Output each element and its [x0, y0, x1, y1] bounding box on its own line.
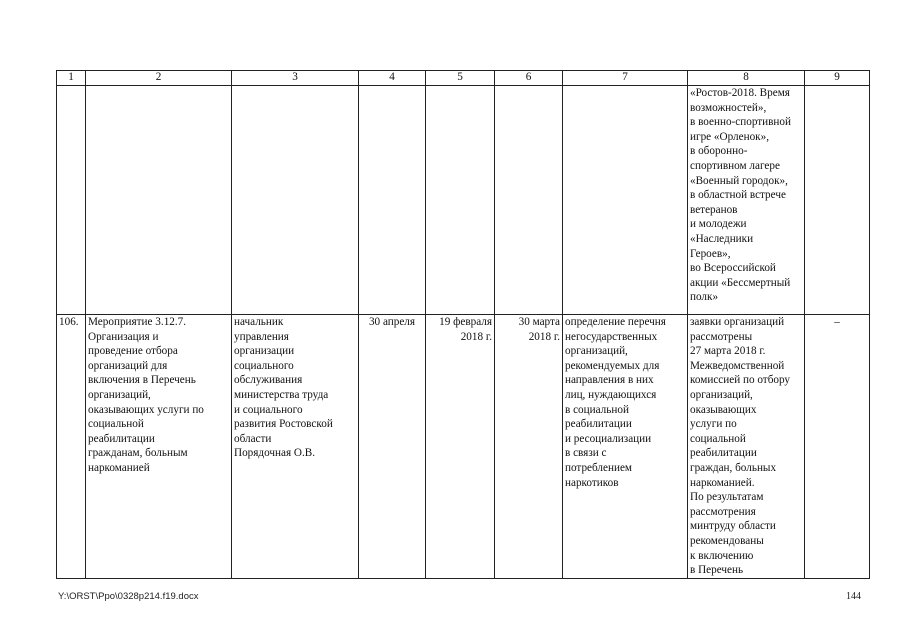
text-line: Межведомственной: [690, 359, 785, 372]
notes-dash: –: [834, 316, 840, 328]
header-row: [57, 71, 870, 86]
header-col-1: 1: [57, 71, 86, 86]
text-line: в оборонно-: [690, 145, 748, 158]
text-line: Организация и: [88, 330, 159, 343]
cont-cell-9: [805, 86, 870, 315]
text-line: во Всероссийской: [690, 262, 776, 275]
text-line: «Наследники: [690, 232, 754, 245]
text-line: полк»: [690, 291, 719, 304]
event-name-cell: [86, 315, 232, 579]
text-line: обслуживания: [234, 374, 303, 387]
text-line: начальник: [234, 316, 284, 328]
text-line: граждан, больных: [690, 461, 777, 474]
text-line: организаций для: [88, 359, 168, 372]
text-line: 19 февраля: [439, 316, 492, 328]
text-line: в военно-спортивной: [690, 116, 791, 129]
text-line: социальной: [88, 418, 144, 431]
text-line: наркоманией: [88, 461, 150, 474]
text-line: рассмотрения: [690, 505, 756, 518]
text-line: социальной: [690, 432, 746, 445]
text-line: и молодежи: [690, 218, 747, 231]
text-line: игре «Орленок»,: [690, 130, 770, 143]
planned-date-cell: [359, 315, 426, 579]
text-line: и ресоциализации: [565, 432, 652, 445]
text-line: реабилитации: [690, 447, 757, 460]
expected-result-cell: [563, 315, 688, 579]
text-line: Героев»,: [690, 247, 731, 260]
text-line: лиц, нуждающихся: [565, 388, 657, 401]
cont-cell-4: [359, 86, 426, 315]
header-col-3: 3: [232, 71, 359, 86]
text-line: спортивном лагере: [690, 159, 780, 172]
cont-result-text: [690, 86, 802, 305]
notes-cell: [805, 315, 870, 579]
table-row-106: [57, 315, 870, 579]
actual-result-cell: [688, 315, 805, 579]
responsible-cell: [232, 315, 359, 579]
text-line: «Ростов-2018. Время: [690, 87, 790, 99]
text-line: негосударственных: [565, 330, 658, 343]
end-date-cell: [495, 315, 563, 579]
text-line: организаций,: [690, 388, 753, 401]
row-number: 106.: [59, 316, 79, 328]
text-line: Порядочная О.В.: [234, 447, 316, 460]
text-line: организаций,: [88, 388, 151, 401]
text-line: в областной встрече: [690, 189, 786, 202]
text-line: и социального: [234, 403, 303, 416]
header-col-7: 7: [563, 71, 688, 86]
text-line: оказывающих услуги по: [88, 403, 204, 416]
event-name-text: [88, 315, 229, 476]
cont-cell-1: [57, 86, 86, 315]
cont-cell-7: [563, 86, 688, 315]
text-line: управления: [234, 330, 289, 343]
text-line: в социальной: [565, 403, 629, 416]
text-line: включения в Перечень: [88, 374, 196, 387]
text-line: минтруду области: [690, 520, 776, 533]
text-line: области: [234, 432, 272, 445]
text-line: 2018 г.: [460, 330, 492, 343]
text-line: гражданам, больным: [88, 447, 188, 460]
end-date-text: [497, 315, 560, 344]
actual-result-text: [690, 315, 802, 578]
text-line: к включению: [690, 549, 754, 562]
responsible-text: [234, 315, 356, 461]
text-line: организаций,: [565, 345, 628, 358]
cont-cell-6: [495, 86, 563, 315]
header-col-2: 2: [86, 71, 232, 86]
continuation-row: [57, 86, 870, 315]
start-date-text: [428, 315, 492, 344]
text-line: 30 апреля: [368, 316, 416, 328]
text-line: реабилитации: [565, 418, 632, 431]
text-line: заявки организаций: [690, 316, 785, 328]
header-col-5: 5: [426, 71, 495, 86]
header-col-9: 9: [805, 71, 870, 86]
text-line: социального: [234, 359, 294, 372]
text-line: наркоманией.: [690, 476, 755, 489]
cont-cell-2: [86, 86, 232, 315]
planned-date-text: [361, 315, 423, 330]
text-line: оказывающих: [690, 403, 757, 416]
header-col-6: 6: [495, 71, 563, 86]
cont-cell-3: [232, 86, 359, 315]
text-line: 2018 г.: [528, 330, 560, 343]
text-line: наркотиков: [565, 476, 619, 489]
text-line: потреблением: [565, 461, 632, 474]
text-line: комиссией по отбору: [690, 374, 791, 387]
text-line: рекомендованы: [690, 534, 764, 547]
text-line: в связи с: [565, 447, 607, 460]
text-line: «Военный городок»,: [690, 174, 788, 187]
text-line: организации: [234, 345, 295, 358]
text-line: ветеранов: [690, 203, 738, 216]
text-line: реабилитации: [88, 432, 155, 445]
text-line: министерства труда: [234, 388, 329, 401]
expected-result-text: [565, 315, 685, 490]
cont-cell-8: [688, 86, 805, 315]
start-date-cell: [426, 315, 495, 579]
text-line: рекомендуемых для: [565, 359, 660, 372]
cont-cell-5: [426, 86, 495, 315]
text-line: услуги по: [690, 418, 737, 431]
footer-file-path: Y:\ORST\Ppo\0328p214.f19.docx: [58, 591, 199, 602]
text-line: рассмотрены: [690, 330, 753, 343]
text-line: Мероприятие 3.12.7.: [88, 316, 187, 328]
text-line: 27 марта 2018 г.: [690, 345, 766, 358]
text-line: возможностей»,: [690, 101, 767, 114]
text-line: развития Ростовской: [234, 418, 333, 431]
text-line: 30 марта: [518, 316, 560, 328]
report-table: [56, 70, 870, 579]
text-line: определение перечня: [565, 316, 666, 328]
text-line: в Перечень: [690, 564, 744, 577]
text-line: проведение отбора: [88, 345, 178, 358]
footer-page-number: 144: [846, 591, 861, 602]
header-col-8: 8: [688, 71, 805, 86]
text-line: акции «Бессмертный: [690, 276, 791, 289]
text-line: По результатам: [690, 491, 764, 504]
row-number-cell: [57, 315, 86, 579]
text-line: направления в них: [565, 374, 654, 387]
header-col-4: 4: [359, 71, 426, 86]
